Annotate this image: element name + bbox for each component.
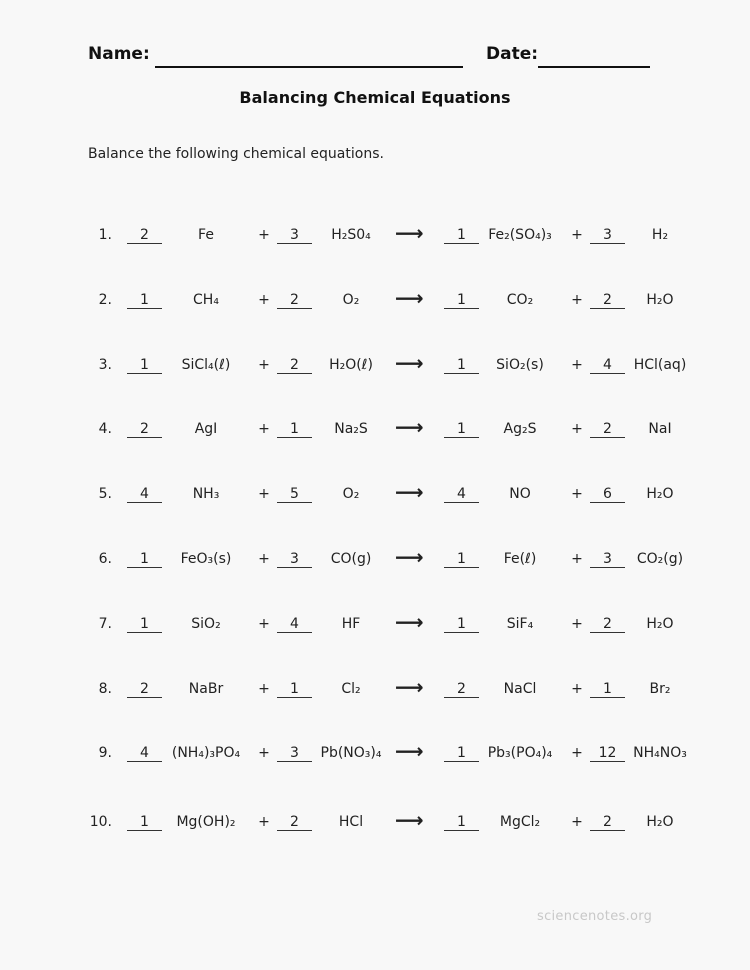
product-1: Pb₃(PO₄)₄ xyxy=(487,745,553,761)
coefficient-blank[interactable]: 1 xyxy=(444,357,479,374)
coefficient-blank[interactable]: 1 xyxy=(444,616,479,633)
reactant-2: O₂ xyxy=(342,486,360,502)
reactant-1: NH₃ xyxy=(192,486,220,502)
coefficient-blank[interactable]: 12 xyxy=(590,745,625,762)
coefficient-blank[interactable]: 1 xyxy=(590,681,625,698)
plus-sign: + xyxy=(258,551,270,567)
coefficient-blank[interactable]: 3 xyxy=(277,551,312,568)
reactant-2: Cl₂ xyxy=(341,681,361,697)
plus-sign: + xyxy=(258,681,270,697)
coefficient-blank[interactable]: 2 xyxy=(277,357,312,374)
equation-number: 9. xyxy=(98,745,112,761)
reactant-1: NaBr xyxy=(188,681,224,697)
product-1: Ag₂S xyxy=(503,421,537,437)
plus-sign: + xyxy=(258,421,270,437)
equation-number: 4. xyxy=(98,421,112,437)
coefficient-blank[interactable]: 1 xyxy=(444,551,479,568)
coefficient-blank[interactable]: 2 xyxy=(590,292,625,309)
coefficient-blank[interactable]: 1 xyxy=(127,292,162,309)
equation-row xyxy=(0,221,750,249)
equation-row xyxy=(0,351,750,379)
equation-row xyxy=(0,415,750,443)
equation-number: 10. xyxy=(89,814,112,830)
coefficient-blank[interactable]: 1 xyxy=(127,357,162,374)
coefficient-blank[interactable]: 4 xyxy=(444,486,479,503)
coefficient-blank[interactable]: 1 xyxy=(277,681,312,698)
arrow-icon: ⟶ xyxy=(395,415,424,439)
coefficient-blank[interactable]: 1 xyxy=(444,227,479,244)
equation-row xyxy=(0,480,750,508)
reactant-1: SiCl₄(ℓ) xyxy=(181,357,231,373)
coefficient-blank[interactable]: 3 xyxy=(590,227,625,244)
plus-sign: + xyxy=(571,551,583,567)
coefficient-blank[interactable]: 6 xyxy=(590,486,625,503)
coefficient-blank[interactable]: 2 xyxy=(590,616,625,633)
equation-row xyxy=(0,286,750,314)
plus-sign: + xyxy=(571,616,583,632)
reactant-2: O₂ xyxy=(342,292,360,308)
plus-sign: + xyxy=(571,745,583,761)
plus-sign: + xyxy=(571,292,583,308)
coefficient-blank[interactable]: 2 xyxy=(277,814,312,831)
coefficient-blank[interactable]: 4 xyxy=(590,357,625,374)
product-2: NH₄NO₃ xyxy=(633,745,687,761)
product-1: NaCl xyxy=(503,681,537,697)
arrow-icon: ⟶ xyxy=(395,221,424,245)
reactant-2: HF xyxy=(341,616,361,632)
product-1: CO₂ xyxy=(506,292,534,308)
coefficient-blank[interactable]: 1 xyxy=(127,551,162,568)
reactant-2: Na₂S xyxy=(334,421,368,437)
arrow-icon: ⟶ xyxy=(395,286,424,310)
plus-sign: + xyxy=(258,486,270,502)
coefficient-blank[interactable]: 3 xyxy=(277,227,312,244)
coefficient-blank[interactable]: 1 xyxy=(444,292,479,309)
plus-sign: + xyxy=(258,227,270,243)
equation-number: 1. xyxy=(98,227,112,243)
coefficient-blank[interactable]: 1 xyxy=(277,421,312,438)
plus-sign: + xyxy=(258,616,270,632)
coefficient-blank[interactable]: 4 xyxy=(277,616,312,633)
reactant-2: Pb(NO₃)₄ xyxy=(320,745,382,761)
product-2: H₂O xyxy=(646,616,674,632)
reactant-1: AgI xyxy=(194,421,218,437)
watermark: sciencenotes.org xyxy=(537,909,653,924)
coefficient-blank[interactable]: 1 xyxy=(444,745,479,762)
arrow-icon: ⟶ xyxy=(395,675,424,699)
arrow-icon: ⟶ xyxy=(395,351,424,375)
plus-sign: + xyxy=(571,227,583,243)
plus-sign: + xyxy=(258,357,270,373)
arrow-icon: ⟶ xyxy=(395,610,424,634)
instructions: Balance the following chemical equations. xyxy=(88,146,384,162)
product-2: H₂O xyxy=(646,814,674,830)
reactant-2: H₂S0₄ xyxy=(331,227,371,243)
coefficient-blank[interactable]: 1 xyxy=(444,814,479,831)
product-1: NO xyxy=(509,486,531,502)
equation-number: 2. xyxy=(98,292,112,308)
product-2: HCl(aq) xyxy=(633,357,687,373)
reactant-1: (NH₄)₃PO₄ xyxy=(171,745,241,761)
coefficient-blank[interactable]: 2 xyxy=(444,681,479,698)
equation-number: 6. xyxy=(98,551,112,567)
arrow-icon: ⟶ xyxy=(395,480,424,504)
date-field-line[interactable] xyxy=(538,66,650,68)
plus-sign: + xyxy=(258,814,270,830)
product-2: H₂O xyxy=(646,292,674,308)
equation-number: 5. xyxy=(98,486,112,502)
equation-number: 3. xyxy=(98,357,112,373)
reactant-1: SiO₂ xyxy=(191,616,221,632)
arrow-icon: ⟶ xyxy=(395,739,424,763)
equation-number: 7. xyxy=(98,616,112,632)
date-label: Date: xyxy=(486,44,539,64)
product-1: Fe(ℓ) xyxy=(503,551,537,567)
product-1: SiF₄ xyxy=(506,616,534,632)
equation-row xyxy=(0,545,750,573)
product-1: MgCl₂ xyxy=(499,814,541,830)
name-field-line[interactable] xyxy=(155,66,463,68)
reactant-1: Mg(OH)₂ xyxy=(176,814,236,830)
coefficient-blank[interactable]: 3 xyxy=(277,745,312,762)
name-label: Name: xyxy=(88,44,150,64)
reactant-1: CH₄ xyxy=(193,292,219,308)
coefficient-blank[interactable]: 2 xyxy=(277,292,312,309)
equation-number: 8. xyxy=(98,681,112,697)
plus-sign: + xyxy=(571,681,583,697)
reactant-2: HCl xyxy=(338,814,364,830)
product-2: Br₂ xyxy=(649,681,671,697)
coefficient-blank[interactable]: 2 xyxy=(127,227,162,244)
coefficient-blank[interactable]: 1 xyxy=(127,616,162,633)
equation-row xyxy=(0,739,750,767)
product-2: H₂ xyxy=(651,227,669,243)
coefficient-blank[interactable]: 1 xyxy=(127,814,162,831)
reactant-1: Fe xyxy=(198,227,214,243)
product-1: SiO₂(s) xyxy=(496,357,544,373)
plus-sign: + xyxy=(571,814,583,830)
coefficient-blank[interactable]: 2 xyxy=(127,681,162,698)
arrow-icon: ⟶ xyxy=(395,545,424,569)
equation-row xyxy=(0,610,750,638)
plus-sign: + xyxy=(258,292,270,308)
equation-row xyxy=(0,808,750,836)
product-2: NaI xyxy=(648,421,672,437)
equation-row xyxy=(0,675,750,703)
product-2: CO₂(g) xyxy=(636,551,684,567)
page-title: Balancing Chemical Equations xyxy=(239,88,511,107)
coefficient-blank[interactable]: 4 xyxy=(127,486,162,503)
coefficient-blank[interactable]: 1 xyxy=(444,421,479,438)
plus-sign: + xyxy=(571,421,583,437)
coefficient-blank[interactable]: 5 xyxy=(277,486,312,503)
product-1: Fe₂(SO₄)₃ xyxy=(488,227,552,243)
reactant-2: CO(g) xyxy=(330,551,372,567)
coefficient-blank[interactable]: 2 xyxy=(590,421,625,438)
reactant-1: FeO₃(s) xyxy=(180,551,232,567)
plus-sign: + xyxy=(571,357,583,373)
plus-sign: + xyxy=(258,745,270,761)
coefficient-blank[interactable]: 4 xyxy=(127,745,162,762)
coefficient-blank[interactable]: 3 xyxy=(590,551,625,568)
coefficient-blank[interactable]: 2 xyxy=(590,814,625,831)
product-2: H₂O xyxy=(646,486,674,502)
coefficient-blank[interactable]: 2 xyxy=(127,421,162,438)
plus-sign: + xyxy=(571,486,583,502)
reactant-2: H₂O(ℓ) xyxy=(329,357,373,373)
arrow-icon: ⟶ xyxy=(395,808,424,832)
